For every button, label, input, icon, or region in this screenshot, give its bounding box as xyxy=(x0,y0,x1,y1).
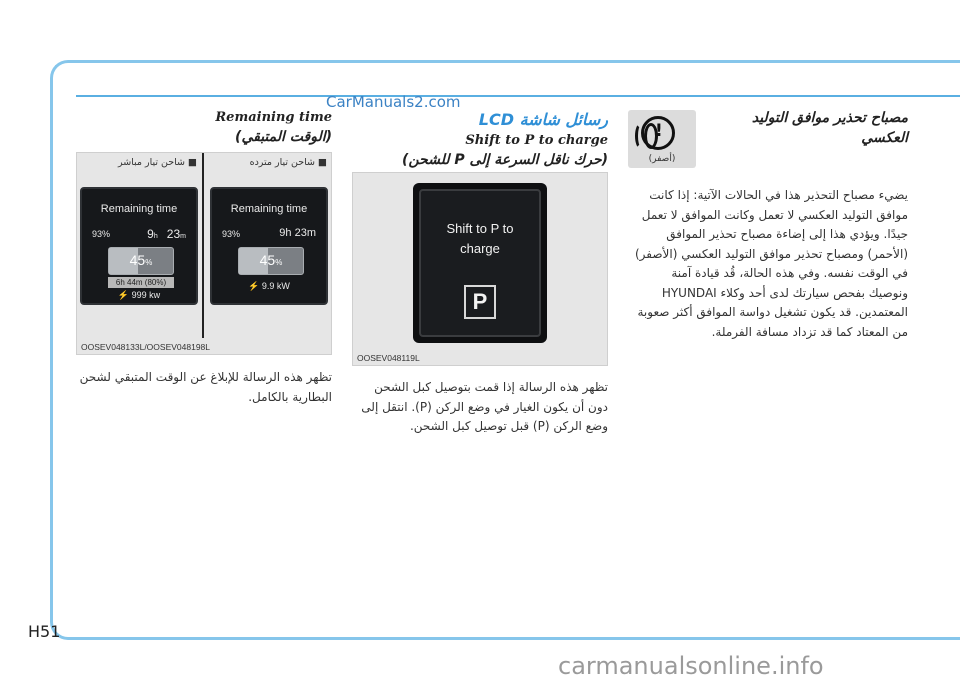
lcd-inner-panel xyxy=(419,189,541,337)
dc-battery-value: 45 xyxy=(129,252,146,268)
shift-to-p-title: Shift to P to charge xyxy=(465,133,608,148)
middle-column xyxy=(352,110,608,168)
shift-to-p-figure xyxy=(352,172,608,366)
header-rule xyxy=(76,95,960,97)
lcd-message xyxy=(421,219,539,259)
lcd-display xyxy=(413,183,547,343)
right-title-line1: مصباح تحذير موافق التوليد xyxy=(751,110,908,126)
dc-battery-unit: % xyxy=(145,258,153,267)
ac-battery-unit: % xyxy=(275,258,283,267)
figure-code-left: OOSEV048133L/OOSEV048198L xyxy=(81,342,211,352)
ac-charger-caption: ■ شاحن تيار مترده xyxy=(249,157,327,168)
ac-battery-value: 45 xyxy=(259,252,276,268)
right-body-text: يضيء مصباح التحذير هذا في الحالات الآتية: إذا كانت موافق التوليد العكسي لا تعمل وكانت الموافق لا تعمل جيدًا. ويؤدي هذا إلى إضاءة مصباح تحذير الموافق (الأحمر) ومصباح تحذير موافق التوليد العكسي (الأصفر) في الوقت نفسه. وفي هذه الحالة، قُد قيادة آمنة ونوصيك بفحص سيارتك لدى أحد وكلاء HYUNDAI المعتمدين. قد يكون تشغيل دواسة الموافق أكثر صعوبة من المعتاد كما قد تزداد مسافة الفرملة. xyxy=(634,188,908,339)
left-column xyxy=(76,110,332,145)
dc-range-bar: 6h 44m (80%) xyxy=(108,277,174,288)
lcd-message-line2: charge xyxy=(460,241,500,256)
dc-cluster-display xyxy=(80,187,198,305)
shift-to-p-title-ar: (حرك ناقل السرعة إلى P للشحن) xyxy=(402,152,608,168)
figure-code: OOSEV048119L xyxy=(357,353,420,363)
remaining-time-figure xyxy=(76,152,332,355)
ac-cluster-display xyxy=(210,187,328,305)
dc-cluster-percent: 93% xyxy=(92,229,111,239)
watermark-top: CarManuals2.com xyxy=(326,93,461,111)
watermark-bottom: carmanualsonline.info xyxy=(558,652,824,680)
ac-cluster-title: Remaining time xyxy=(230,203,308,215)
ac-battery-gauge xyxy=(238,247,304,275)
dc-power-readout: ⚡ 999 kw xyxy=(117,290,161,300)
ac-battery-text xyxy=(239,252,303,268)
remaining-time-title-ar: (الوقت المتبقي) xyxy=(235,129,332,145)
dc-m-unit: m xyxy=(180,233,186,240)
middle-body-text: تظهر هذه الرسالة إذا قمت بتوصيل كبل الشحن دون أن يكون الغيار في وضع الركن (P). انتقل إلى وضع الركن (P) قبل توصيل كبل الشحن. xyxy=(361,380,608,433)
lcd-messages-title: رسائل شاشة LCD xyxy=(478,110,608,129)
exclamation-icon: ! xyxy=(655,121,663,141)
ac-power-readout: ⚡ 9.9 kW xyxy=(248,281,290,291)
dc-minutes: 23 xyxy=(166,227,181,241)
dc-cluster-time xyxy=(147,227,186,241)
dc-cluster-title: Remaining time xyxy=(100,203,178,215)
dc-battery-text xyxy=(109,252,173,268)
icon-color-label: (أصفر) xyxy=(648,154,676,164)
left-body-text: تظهر هذه الرسالة للإبلاغ عن الوقت المتبقي لشحن البطارية بالكامل. xyxy=(79,370,332,404)
remaining-time-title: Remaining time xyxy=(215,110,332,125)
dc-battery-gauge xyxy=(108,247,174,275)
ac-cluster-percent: 93% xyxy=(222,229,241,239)
gear-p-icon: P xyxy=(464,285,496,319)
dc-h-unit: h xyxy=(153,233,158,240)
right-column xyxy=(624,110,908,342)
page-number: H51 xyxy=(28,622,61,641)
figure-divider xyxy=(202,153,204,338)
dc-charger-caption: ■ شاحن تيار مباشر xyxy=(117,157,197,168)
right-title-line2: العكسي xyxy=(861,130,908,146)
dc-hours: 9 xyxy=(147,227,154,241)
ac-cluster-time: 9h 23m xyxy=(279,227,316,239)
lcd-message-line1: Shift to P to xyxy=(446,221,514,236)
